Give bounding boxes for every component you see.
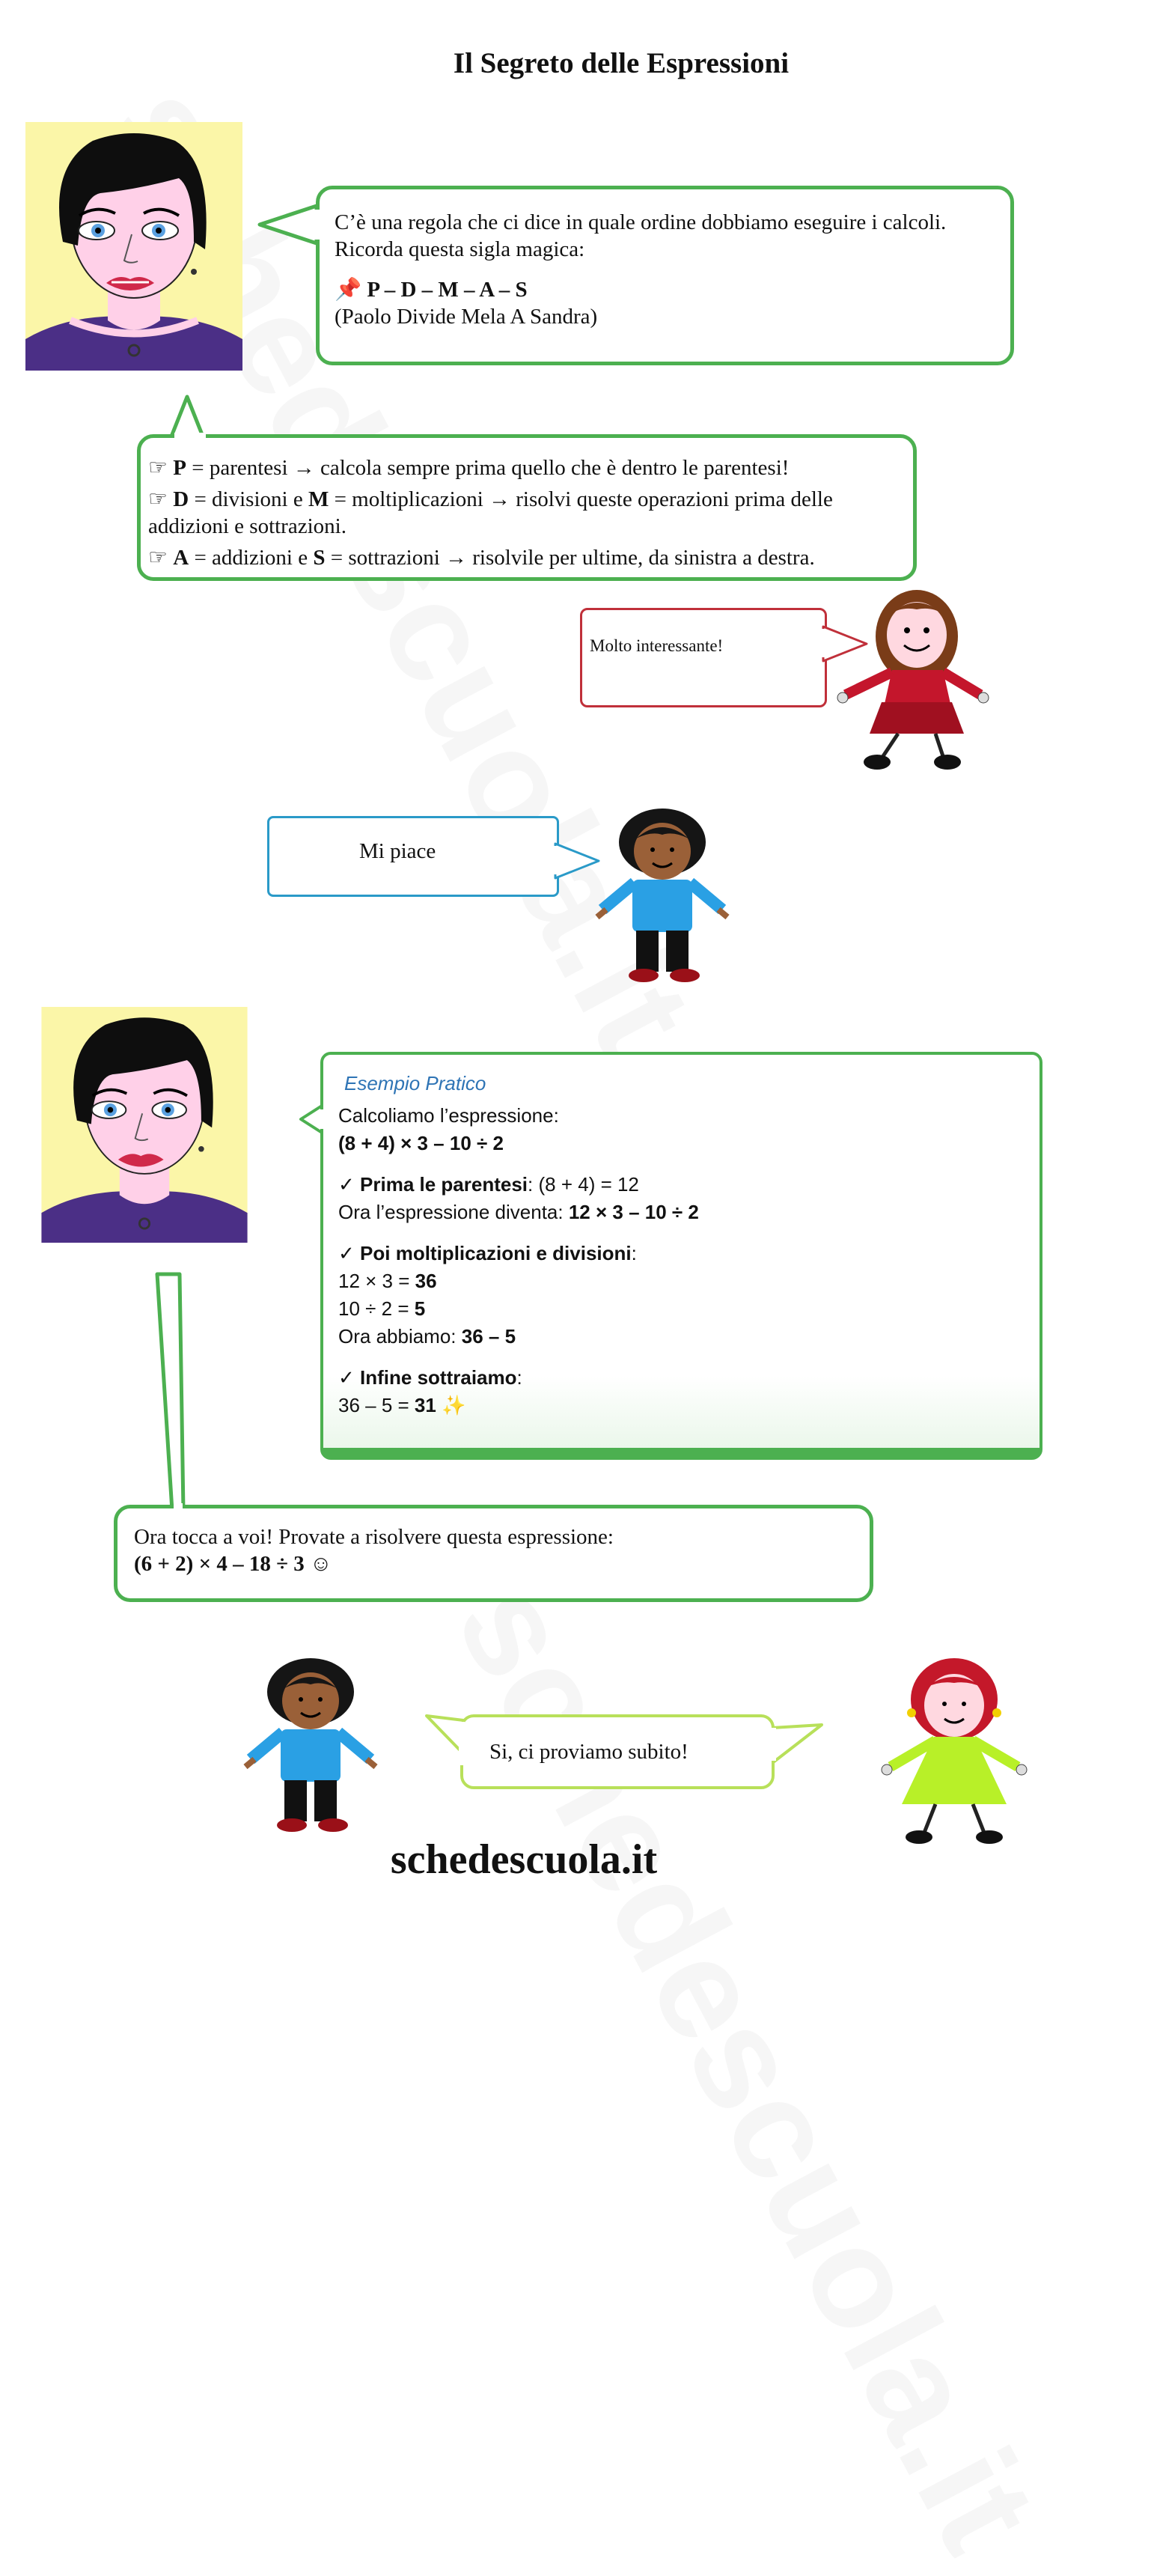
rule-text: = sottrazioni → risolvile per ultime, da sinistra a destra. <box>325 546 815 570</box>
step-value: 36 <box>415 1270 437 1292</box>
acronym: P – D – M – A – S <box>367 278 528 302</box>
step-value: : (8 + 4) = 12 <box>528 1173 639 1196</box>
step-colon: : <box>516 1366 522 1389</box>
step-value: 12 × 3 – 10 ÷ 2 <box>568 1201 699 1223</box>
rule-text: = addizioni e <box>189 546 314 570</box>
pointing-hand-icon: ☞ <box>148 546 168 570</box>
pushpin-icon: 📌 <box>335 278 362 302</box>
boy-blue-shirt <box>591 805 733 984</box>
step-value: 36 – 5 <box>461 1325 516 1348</box>
speech-bubble-rule <box>316 186 1014 365</box>
box-bottom-bar <box>323 1448 1039 1457</box>
exercise-expression: (6 + 2) × 4 – 18 ÷ 3 <box>134 1552 305 1576</box>
example-expression: (8 + 4) × 3 – 10 ÷ 2 <box>338 1132 504 1154</box>
bubble-text: Molto interessante! <box>590 636 724 655</box>
step-value: 5 <box>414 1297 426 1320</box>
speech-bubble-rules <box>137 434 917 581</box>
letter-p: P <box>173 456 186 480</box>
letter-a: A <box>173 546 189 570</box>
page-title: Il Segreto delle Espressioni <box>453 47 790 79</box>
step-label: Poi moltiplicazioni e divisioni <box>360 1242 632 1264</box>
step-label: Infine sottraiamo <box>360 1366 517 1389</box>
rule-text: = moltiplicazioni → risolvi queste operazioni prima delle <box>329 487 833 511</box>
step-text: 12 × 3 = <box>338 1270 415 1292</box>
girl-green-dress <box>876 1654 1033 1849</box>
teacher-portrait <box>36 1007 253 1243</box>
example-box <box>320 1052 1042 1460</box>
step-colon: : <box>631 1242 637 1264</box>
teacher-portrait <box>25 122 242 371</box>
exercise-line: Ora tocca a voi! Provate a risolvere questa espressione: <box>134 1525 614 1549</box>
letter-d: D <box>173 487 189 511</box>
check-icon: ✓ <box>338 1173 355 1196</box>
rule-text: = parentesi → calcola sempre prima quello che è dentro le parentesi! <box>186 456 790 480</box>
step-value: 31 <box>414 1394 436 1416</box>
speech-tail <box>153 1273 191 1512</box>
speech-bubble-lime <box>460 1714 775 1789</box>
speech-bubble-blue <box>267 816 559 897</box>
bubble-text: Si, ci proviamo subito! <box>489 1740 689 1764</box>
party-popper-icon: ✨ <box>442 1394 466 1416</box>
example-intro: Calcoliamo l’espressione: <box>338 1104 559 1127</box>
pointing-hand-icon: ☞ <box>148 456 168 480</box>
speech-tail <box>771 1722 823 1767</box>
rule-text: = divisioni e <box>189 487 308 511</box>
pointing-hand-icon: ☞ <box>148 487 168 511</box>
check-icon: ✓ <box>338 1242 355 1264</box>
bubble-text: Mi piace <box>359 839 436 863</box>
footer-brand: schedescuola.it <box>390 1836 658 1883</box>
bubble-text-line: C’è una regola che ci dice in quale ordine dobbiamo eseguire i calcoli. <box>335 210 947 234</box>
rule-text: addizioni e sottrazioni. <box>148 514 346 538</box>
smiley-icon: ☺ <box>310 1552 332 1576</box>
speech-bubble-exercise <box>114 1505 873 1602</box>
mnemonic: (Paolo Divide Mela A Sandra) <box>335 305 598 329</box>
step-text: 10 ÷ 2 = <box>338 1297 415 1320</box>
step-text: 36 – 5 = <box>338 1394 415 1416</box>
step-label: Prima le parentesi <box>360 1173 528 1196</box>
boy-blue-shirt <box>239 1654 382 1834</box>
example-heading: Esempio Pratico <box>344 1072 486 1094</box>
letter-s: S <box>313 546 326 570</box>
speech-tail <box>258 202 318 247</box>
speech-bubble-red <box>580 608 827 707</box>
step-text: Ora l’espressione diventa: <box>338 1201 569 1223</box>
check-icon: ✓ <box>338 1366 355 1389</box>
girl-red-dress <box>831 584 1003 771</box>
letter-m: M <box>308 487 329 511</box>
bubble-text-line: Ricorda questa sigla magica: <box>335 237 585 261</box>
step-text: Ora abbiamo: <box>338 1325 462 1348</box>
